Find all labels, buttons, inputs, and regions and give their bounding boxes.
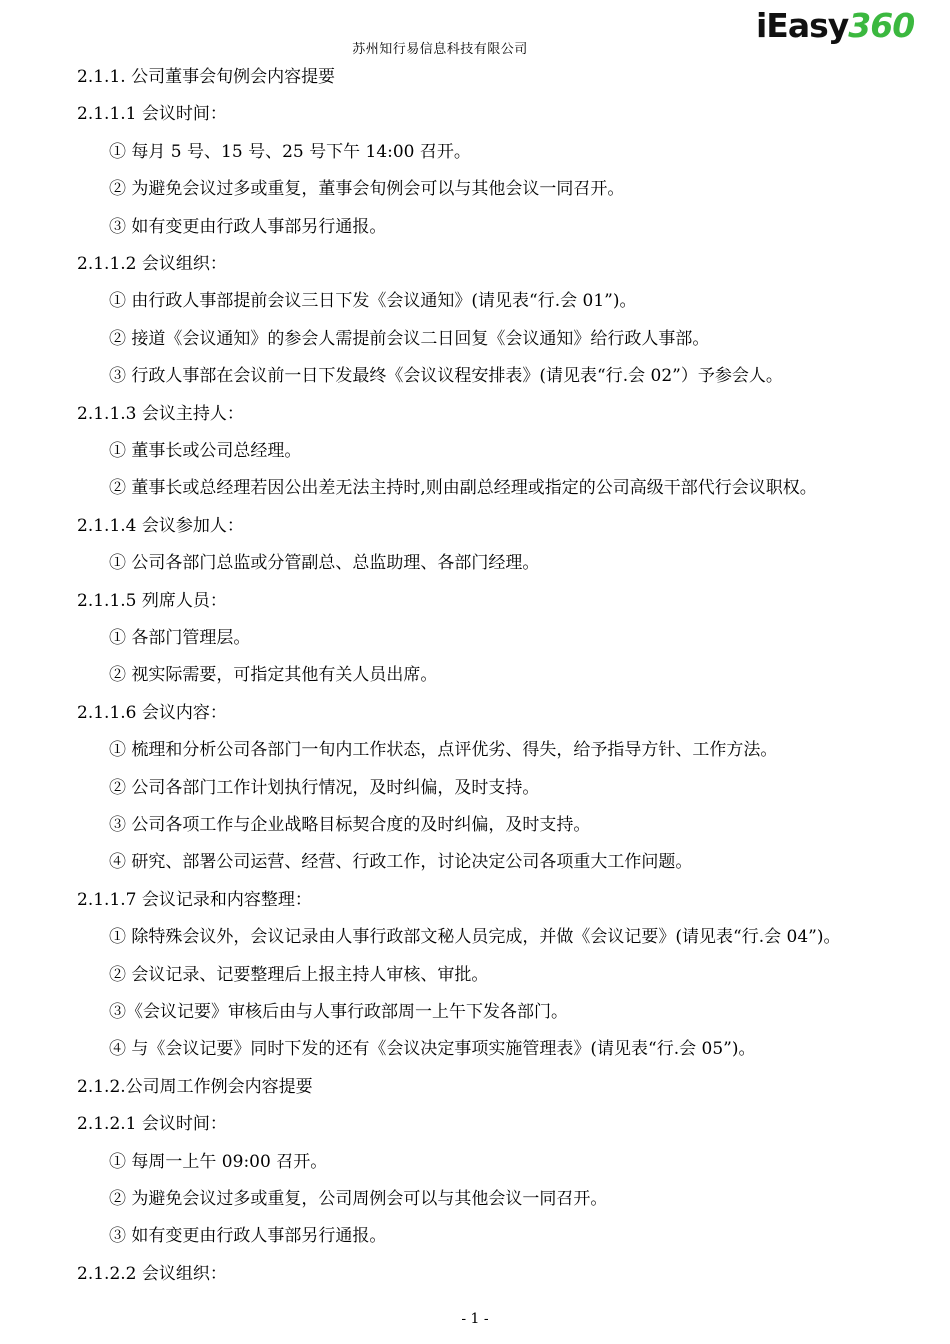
list-item: ① 公司各部门总监或分管副总、总监助理、各部门经理。 (109, 553, 540, 574)
list-item: ② 会议记录、记要整理后上报主持人审核、审批。 (109, 964, 489, 985)
list-item: ① 梳理和分析公司各部门一旬内工作状态，点评优劣、得失，给予指导方针、工作方法。 (109, 740, 778, 761)
list-item: ③ 公司各项工作与企业战略目标契合度的及时纠偏，及时支持。 (109, 815, 591, 835)
header-company-name: 苏州知行易信息科技有限公司 (352, 42, 528, 57)
list-item: ② 接道《会议通知》的参会人需提前会议二日回复《会议通知》给行政人事部。 (109, 328, 710, 349)
list-item: ② 为避免会议过多或重复，公司周例会可以与其他会议一同召开。 (109, 1189, 608, 1209)
section-heading: 2.1.1.7 会议记录和内容整理： (77, 889, 312, 910)
section-heading: 2.1.1.1 会议时间： (77, 104, 227, 125)
list-item: ② 董事长或总经理若因公出差无法主持时,则由副总经理或指定的公司高级干部代行会议职权。 (109, 478, 817, 499)
section-heading: 2.1.1.6 会议内容： (77, 702, 227, 723)
list-item: ③ 行政人事部在会议前一日下发最终《会议议程安排表》(请见表“行.会 02”）予参会人。 (109, 366, 783, 387)
section-heading: 2.1.2.1 会议时间： (77, 1114, 227, 1135)
section-heading: 2.1.1.2 会议组织： (77, 254, 227, 274)
section-heading: 2.1.1.3 会议主持人： (77, 403, 244, 424)
list-item: ③ 如有变更由行政人事部另行通报。 (109, 1226, 387, 1247)
list-item: ① 除特殊会议外，会议记录由人事行政部文秘人员完成，并做《会议记要》(请见表“行.会 04”)。 (109, 927, 841, 948)
list-item: ② 视实际需要，可指定其他有关人员出席。 (109, 665, 438, 686)
list-item: ③ 如有变更由行政人事部另行通报。 (109, 216, 387, 237)
logo-text-main: iEasy (756, 6, 849, 45)
list-item: ① 每月 5 号、15 号、25 号下午 14:00 召开。 (109, 141, 471, 162)
list-item: ① 各部门管理层。 (109, 628, 251, 648)
section-heading: 2.1.2.公司周工作例会内容提要 (77, 1076, 313, 1097)
section-heading: 2.1.2.2 会议组织： (77, 1263, 227, 1284)
section-heading: 2.1.1. 公司董事会旬例会内容提要 (77, 67, 336, 87)
list-item: ① 每周一上午 09:00 召开。 (109, 1151, 328, 1172)
list-item: ① 由行政人事部提前会议三日下发《会议通知》(请见表“行.会 01”)。 (109, 291, 637, 312)
list-item: ② 为避免会议过多或重复，董事会旬例会可以与其他会议一同召开。 (109, 179, 625, 200)
list-item: ② 公司各部门工作计划执行情况，及时纠偏，及时支持。 (109, 777, 540, 798)
page-number: - 1 - (461, 1311, 489, 1327)
list-item: ④ 与《会议记要》同时下发的还有《会议决定事项实施管理表》(请见表“行.会 05”)。 (109, 1039, 756, 1060)
logo-text-number: 360 (848, 6, 915, 45)
section-heading: 2.1.1.4 会议参加人： (77, 515, 244, 536)
list-item: ④ 研究、部署公司运营、经营、行政工作，讨论决定公司各项重大工作问题。 (109, 852, 693, 873)
iEasy360-logo (756, 6, 916, 54)
list-item: ③《会议记要》审核后由与人事行政部周一上午下发各部门。 (109, 1002, 568, 1022)
section-heading: 2.1.1.5 列席人员： (77, 590, 227, 611)
list-item: ① 董事长或公司总经理。 (109, 441, 302, 461)
